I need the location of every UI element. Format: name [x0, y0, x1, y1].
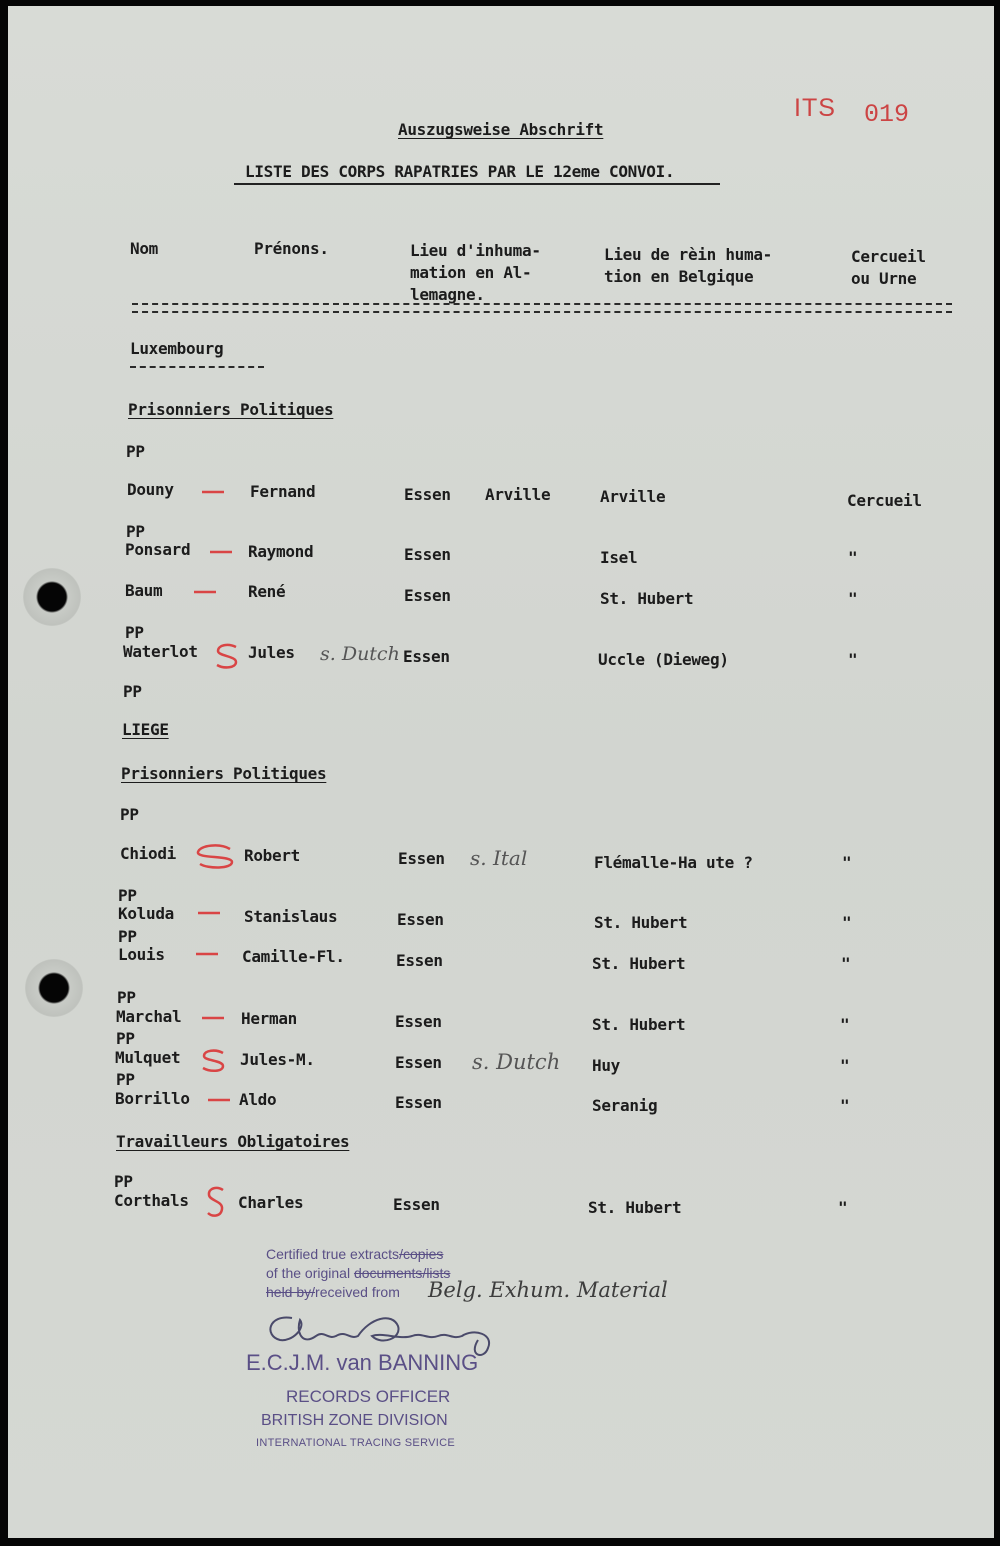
- row-nom: Waterlot: [123, 642, 198, 661]
- red-dash-mark: [206, 1097, 232, 1103]
- row-lieu-allemagne: Essen: [393, 1195, 440, 1214]
- column-header-inhumation: Lieu d'inhuma- mation en Al- lemagne.: [410, 241, 541, 304]
- row-nom: Mulquet: [115, 1048, 181, 1067]
- red-dash-mark: [208, 549, 234, 555]
- punch-hole: [23, 568, 81, 626]
- row-cercueil: ": [848, 548, 858, 567]
- handwritten-note: s. Ital: [470, 846, 528, 870]
- row-lieu-belgique: Uccle (Dieweg): [598, 650, 729, 669]
- section-travailleurs-obligatoires: Travailleurs Obligatoires: [116, 1132, 350, 1151]
- row-lieu-allemagne: Essen: [395, 1012, 442, 1031]
- row-prenom: René: [248, 582, 286, 601]
- section-prisonniers-politiques: Prisonniers Politiques: [128, 400, 334, 419]
- handwritten-note: s. Dutch: [320, 643, 400, 665]
- red-s-mark: [194, 842, 238, 872]
- row-lieu-belgique: Seranig: [592, 1096, 658, 1115]
- row-cercueil: ": [840, 1015, 850, 1034]
- row-lieu-belgique: Flémalle-Ha ute ?: [594, 853, 753, 872]
- row-lieu-belgique: St. Hubert: [600, 589, 694, 608]
- row-extra: Arville: [485, 485, 551, 504]
- row-prenom: Aldo: [239, 1090, 277, 1109]
- row-cercueil: ": [841, 954, 851, 973]
- its-stamp-number: 019: [864, 100, 910, 129]
- row-prenom: Jules-M.: [240, 1050, 315, 1069]
- row-cercueil: ": [848, 650, 858, 669]
- red-dash-mark: [192, 589, 218, 595]
- pp-label: PP: [120, 805, 139, 824]
- column-header-cercueil: Cercueil ou Urne: [851, 247, 926, 288]
- row-lieu-allemagne: Essen: [397, 910, 444, 929]
- row-lieu-belgique: Huy: [592, 1056, 620, 1075]
- row-prenom: Camille-Fl.: [242, 947, 345, 966]
- section-prisonniers-politiques: Prisonniers Politiques: [121, 764, 327, 783]
- pp-label: PP: [123, 682, 142, 701]
- row-lieu-belgique: Isel: [600, 548, 638, 567]
- red-dash-mark: [194, 951, 220, 957]
- punch-hole: [25, 959, 83, 1017]
- red-s-mark: [198, 1048, 228, 1074]
- certification-line-1: Certified true extracts/copies: [266, 1246, 444, 1262]
- row-lieu-belgique: St. Hubert: [588, 1198, 682, 1217]
- row-lieu-allemagne: Essen: [395, 1053, 442, 1072]
- subtitle-underline: [234, 183, 720, 185]
- row-prenom: Stanislaus: [244, 907, 338, 926]
- pp-label: PP: [126, 522, 145, 541]
- pp-label: PP: [118, 886, 137, 905]
- column-header-reinhumation: Lieu de rèin huma- tion en Belgique: [604, 245, 772, 286]
- header-divider: [132, 311, 952, 313]
- section-liege: LIEGE: [122, 720, 169, 739]
- certification-line-2: of the original documents/lists: [266, 1265, 451, 1281]
- row-nom: Baum: [125, 581, 163, 600]
- red-dash-mark: [196, 910, 222, 916]
- row-cercueil: Cercueil: [847, 491, 922, 510]
- row-prenom: Fernand: [250, 482, 316, 501]
- section-underline: [130, 366, 264, 368]
- officer-role: RECORDS OFFICER: [286, 1387, 451, 1406]
- row-nom: Chiodi: [120, 844, 176, 863]
- row-lieu-allemagne: Essen: [404, 586, 451, 605]
- row-cercueil: ": [848, 589, 858, 608]
- officer-name: E.C.J.M. van BANNING: [246, 1350, 479, 1375]
- its-stamp-prefix: ITS: [794, 94, 836, 122]
- row-nom: Ponsard: [125, 540, 191, 559]
- row-lieu-allemagne: Essen: [404, 485, 451, 504]
- column-header-prenoms: Prénons.: [254, 239, 329, 258]
- row-cercueil: ": [840, 1056, 850, 1075]
- row-prenom: Robert: [244, 846, 300, 865]
- header-divider: [132, 303, 952, 305]
- column-header-nom: Nom: [130, 239, 158, 258]
- pp-label: PP: [118, 927, 137, 946]
- row-nom: Borrillo: [115, 1089, 190, 1108]
- row-cercueil: ": [838, 1198, 848, 1217]
- certification-line-3: held by/received from: [266, 1284, 400, 1300]
- row-nom: Louis: [118, 945, 165, 964]
- red-dash-mark: [200, 489, 226, 495]
- pp-label: PP: [116, 1029, 135, 1048]
- document-page: [8, 6, 994, 1538]
- row-lieu-belgique: St. Hubert: [594, 913, 688, 932]
- row-lieu-belgique: St. Hubert: [592, 954, 686, 973]
- red-dash-mark: [200, 1015, 226, 1021]
- row-lieu-allemagne: Essen: [396, 951, 443, 970]
- row-cercueil: ": [842, 913, 852, 932]
- red-s-mark: [212, 642, 242, 670]
- officer-organization: INTERNATIONAL TRACING SERVICE: [256, 1437, 455, 1449]
- pp-label: PP: [114, 1172, 133, 1191]
- document-title: Auszugsweise Abschrift: [398, 120, 604, 139]
- row-nom: Marchal: [116, 1007, 182, 1026]
- pp-label: PP: [126, 442, 145, 461]
- pp-label: PP: [125, 623, 144, 642]
- row-prenom: Jules: [248, 643, 295, 662]
- pp-label: PP: [116, 1070, 135, 1089]
- row-lieu-allemagne: Essen: [398, 849, 445, 868]
- pp-label: PP: [117, 988, 136, 1007]
- row-nom: Koluda: [118, 904, 174, 923]
- row-prenom: Raymond: [248, 542, 314, 561]
- row-lieu-allemagne: Essen: [404, 545, 451, 564]
- section-luxembourg: Luxembourg: [130, 339, 224, 358]
- document-subtitle: LISTE DES CORPS RAPATRIES PAR LE 12eme CONVOI.: [245, 162, 675, 181]
- officer-division: BRITISH ZONE DIVISION: [261, 1412, 448, 1429]
- handwritten-source: Belg. Exhum. Material: [428, 1278, 668, 1302]
- row-cercueil: ": [842, 853, 852, 872]
- row-cercueil: ": [840, 1096, 850, 1115]
- row-prenom: Herman: [241, 1009, 297, 1028]
- row-lieu-allemagne: Essen: [395, 1093, 442, 1112]
- row-lieu-belgique: St. Hubert: [592, 1015, 686, 1034]
- row-lieu-allemagne: Essen: [403, 647, 450, 666]
- handwritten-note: s. Dutch: [472, 1050, 561, 1074]
- red-s-mark: [204, 1185, 228, 1221]
- row-nom: Corthals: [114, 1191, 189, 1210]
- row-lieu-belgique: Arville: [600, 487, 666, 506]
- row-nom: Douny: [127, 480, 174, 499]
- row-prenom: Charles: [238, 1193, 304, 1212]
